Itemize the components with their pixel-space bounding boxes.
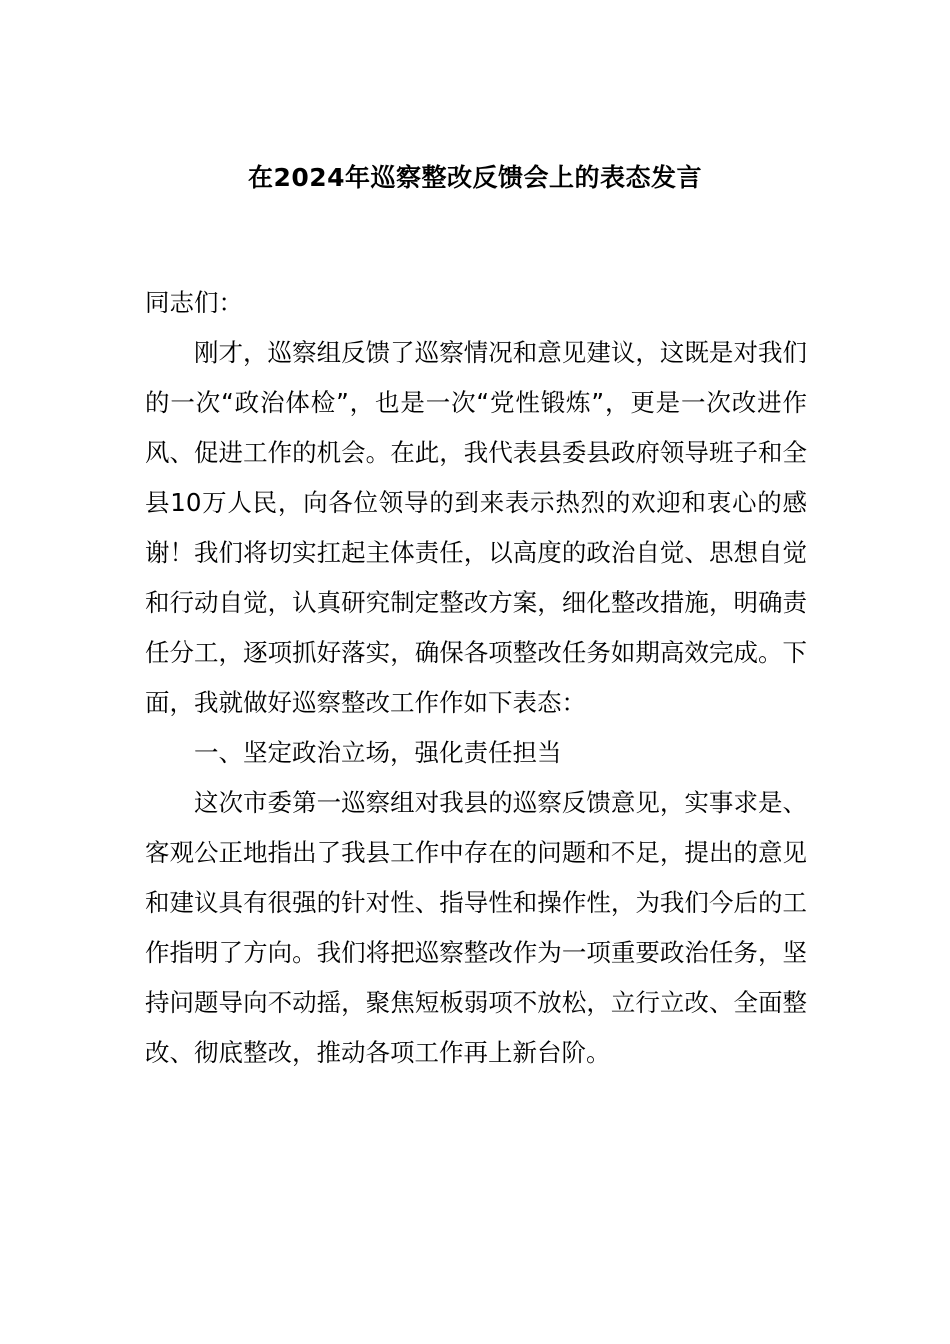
paragraph-intro: 刚才，巡察组反馈了巡察情况和意见建议，这既是对我们的一次“政治体检”，也是一次“党性锻炼”，更是一次改进作风、促进工作的机会。在此，我代表县委县政府领导班子和全县10万人民，向各位领导的到来表示热烈的欢迎和衷心的感谢！我们将切实扛起主体责任，以高度的政治自觉、思想自觉和行动自觉，认真研究制定整改方案，细化整改措施，明确责任分工，逐项抓好落实，确保各项整改任务如期高效完成。下面，我就做好巡察整改工作作如下表态： <box>145 338 807 717</box>
document-body <box>145 278 807 1078</box>
salutation: 同志们： <box>145 288 243 317</box>
section-heading-1: 一、坚定政治立场，强化责任担当 <box>194 738 562 767</box>
paragraph-section-1: 这次市委第一巡察组对我县的巡察反馈意见，实事求是、客观公正地指出了我县工作中存在的问题和不足，提出的意见和建议具有很强的针对性、指导性和操作性，为我们今后的工作指明了方向。我们将把巡察整改作为一项重要政治任务，坚持问题导向不动摇，聚焦短板弱项不放松，立行立改、全面整改、彻底整改，推动各项工作再上新台阶。 <box>145 788 807 1067</box>
document-title: 在2024年巡察整改反馈会上的表态发言 <box>247 163 703 192</box>
